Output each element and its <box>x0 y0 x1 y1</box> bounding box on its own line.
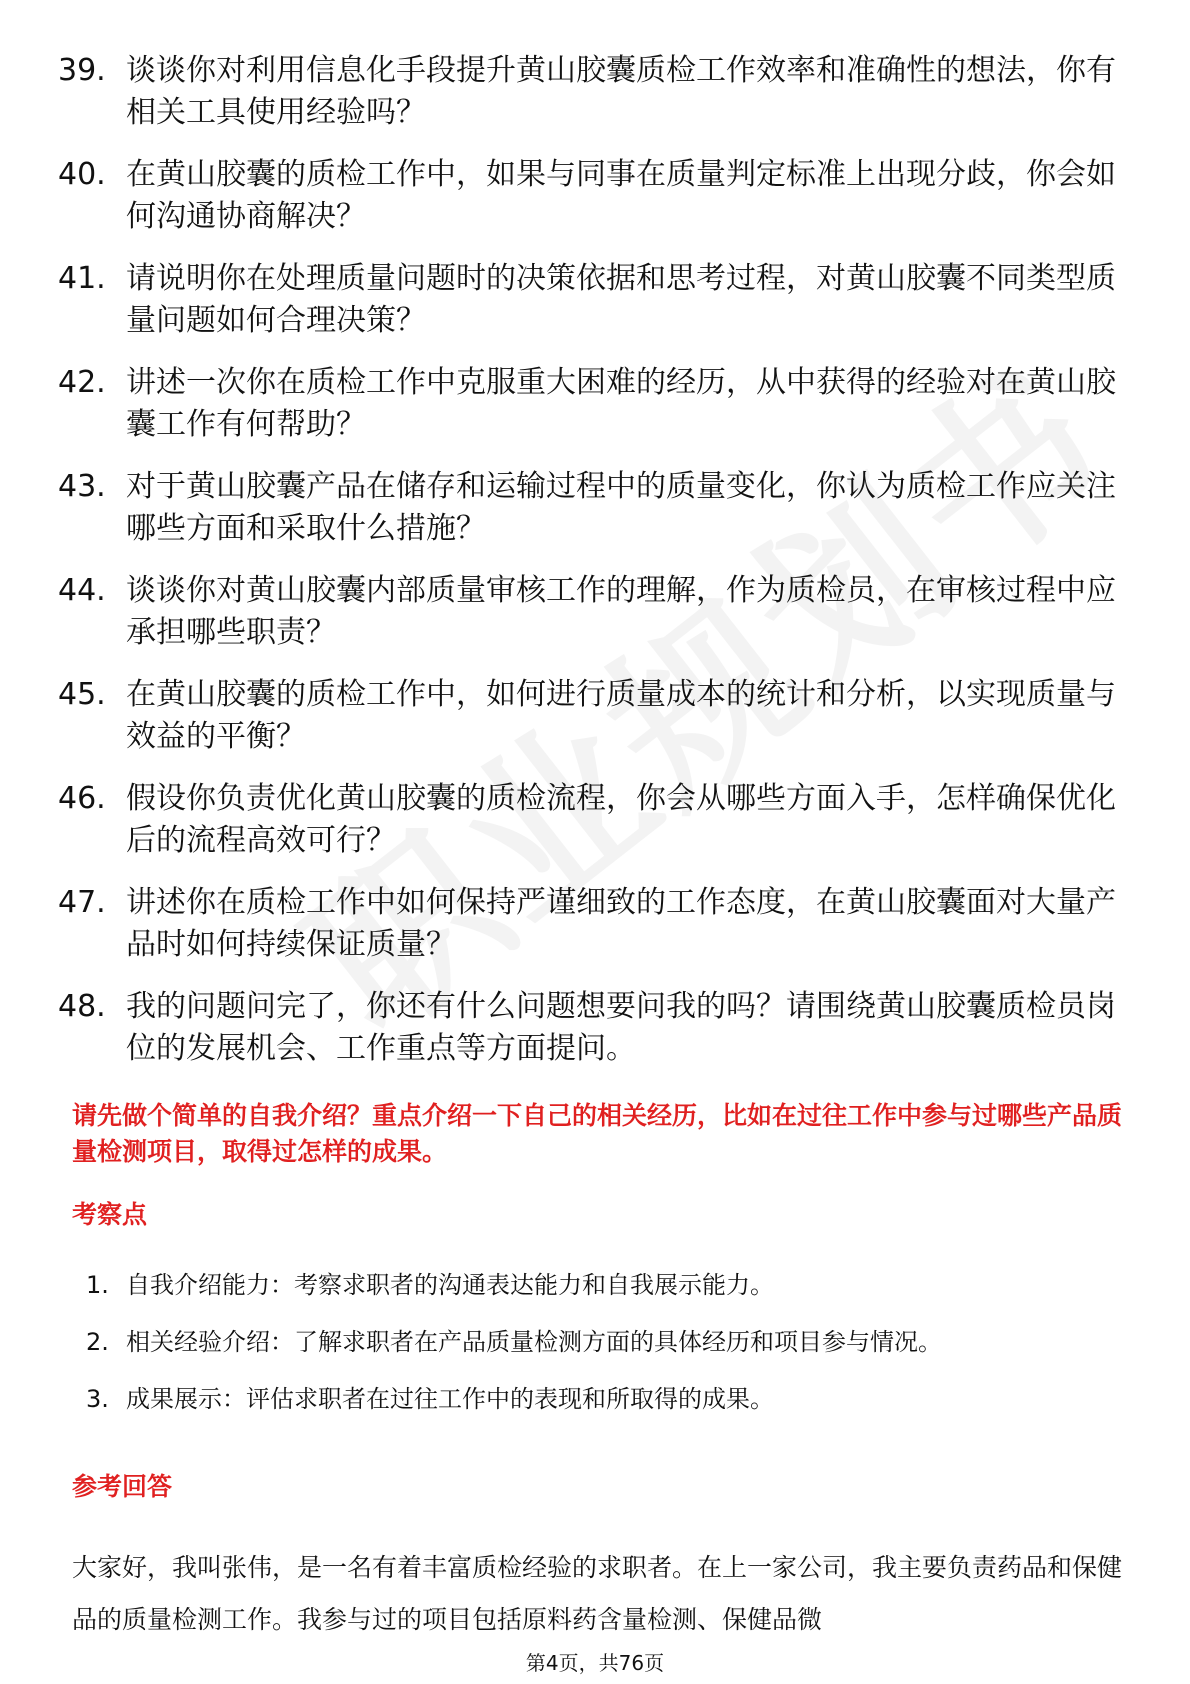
question-number: 43. <box>58 469 106 504</box>
question-item <box>58 466 1128 550</box>
check-point-item <box>86 1382 1126 1416</box>
question-number: 39. <box>58 53 106 88</box>
reference-answer-text: 大家好，我叫张伟，是一名有着丰富质检经验的求职者。在上一家公司，我主要负责药品和保健品的质量检测工作。我参与过的项目包括原料药含量检测、保健品微 <box>72 1553 1123 1634</box>
question-text: 在黄山胶囊的质检工作中，如果与同事在质量判定标准上出现分歧，你会如何沟通协商解决？ <box>126 157 1116 234</box>
question-number: 46. <box>58 781 106 816</box>
question-text: 请说明你在处理质量问题时的决策依据和思考过程，对黄山胶囊不同类型质量问题如何合理决策？ <box>126 261 1116 338</box>
check-points-list <box>86 1268 1126 1439</box>
question-item <box>58 778 1128 862</box>
reference-answer-heading: 参考回答 <box>72 1472 173 1501</box>
question-text: 我的问题问完了，你还有什么问题想要问我的吗？请围绕黄山胶囊质检员岗位的发展机会、工作重点等方面提问。 <box>126 989 1116 1066</box>
check-point-number: 3. <box>86 1385 109 1413</box>
question-item <box>58 50 1128 134</box>
question-number: 48. <box>58 989 106 1024</box>
question-item <box>58 882 1128 966</box>
question-item <box>58 674 1128 758</box>
question-text: 在黄山胶囊的质检工作中，如何进行质量成本的统计和分析，以实现质量与效益的平衡？ <box>126 677 1116 754</box>
check-point-number: 1. <box>86 1271 109 1299</box>
check-point-text: 相关经验介绍：了解求职者在产品质量检测方面的具体经历和项目参与情况。 <box>126 1328 942 1356</box>
page-footer: 第4页，共76页 <box>525 1651 665 1675</box>
question-text: 讲述你在质检工作中如何保持严谨细致的工作态度，在黄山胶囊面对大量产品时如何持续保证质量？ <box>126 885 1116 962</box>
question-number: 40. <box>58 157 106 192</box>
check-point-number: 2. <box>86 1328 109 1356</box>
question-item <box>58 570 1128 654</box>
question-item <box>58 362 1128 446</box>
question-list <box>58 50 1128 1090</box>
question-text: 谈谈你对利用信息化手段提升黄山胶囊质检工作效率和准确性的想法，你有相关工具使用经验吗？ <box>126 53 1116 130</box>
question-item <box>58 154 1128 238</box>
question-number: 45. <box>58 677 106 712</box>
highlighted-question: 请先做个简单的自我介绍？重点介绍一下自己的相关经历，比如在过往工作中参与过哪些产品质量检测项目，取得过怎样的成果。 <box>72 1101 1123 1166</box>
question-item <box>58 986 1128 1070</box>
check-point-item <box>86 1325 1126 1359</box>
question-text: 讲述一次你在质检工作中克服重大困难的经历，从中获得的经验对在黄山胶囊工作有何帮助？ <box>126 365 1116 442</box>
question-number: 47. <box>58 885 106 920</box>
check-point-item <box>86 1268 1126 1302</box>
question-text: 假设你负责优化黄山胶囊的质检流程，你会从哪些方面入手，怎样确保优化后的流程高效可行？ <box>126 781 1116 858</box>
check-point-text: 自我介绍能力：考察求职者的沟通表达能力和自我展示能力。 <box>126 1271 774 1299</box>
question-item <box>58 258 1128 342</box>
question-number: 42. <box>58 365 106 400</box>
check-point-text: 成果展示：评估求职者在过往工作中的表现和所取得的成果。 <box>126 1385 774 1413</box>
check-points-heading: 考察点 <box>72 1200 148 1229</box>
question-number: 41. <box>58 261 106 296</box>
question-text: 谈谈你对黄山胶囊内部质量审核工作的理解，作为质检员，在审核过程中应承担哪些职责？ <box>126 573 1116 650</box>
question-text: 对于黄山胶囊产品在储存和运输过程中的质量变化，你认为质检工作应关注哪些方面和采取什么措施？ <box>126 469 1116 546</box>
question-number: 44. <box>58 573 106 608</box>
